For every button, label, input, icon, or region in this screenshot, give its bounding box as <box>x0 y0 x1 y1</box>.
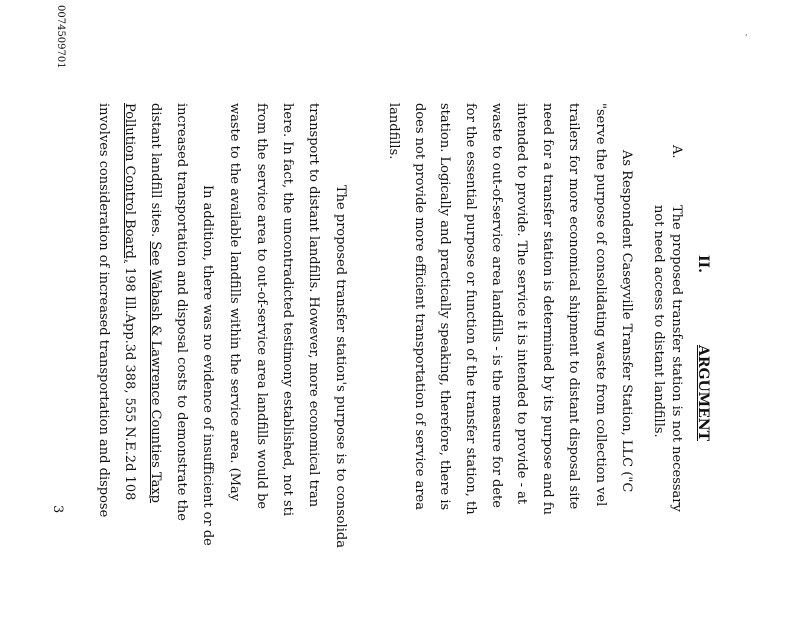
subheading-letter: A. <box>669 145 684 159</box>
para1-line: waste to out-of-service area landfills - is the measure for dete <box>489 103 504 508</box>
para2-line: here. In fact, the uncontradicted testimony established, not sti <box>280 103 295 517</box>
para1-line: As Respondent Caseyville Transfer Station, LLC ("C <box>619 150 634 493</box>
para1-line: station. Logically and practically speaking, therefore, there is <box>437 103 452 511</box>
para2-line: waste to the available landfills within the service area. (May <box>227 103 242 502</box>
para1-line: trailers for more economical shipment to distant disposal site <box>566 103 581 510</box>
para1-line: need for a transfer station is determined by its purpose and fu <box>540 103 555 515</box>
subheading-line-1: The proposed transfer station is not necessary <box>669 205 684 512</box>
para2-line: transport to distant landfills. However, more economical tran <box>306 103 321 508</box>
section-numeral: II. <box>695 255 711 273</box>
para1-line: does not provide more efficient transportation of service area <box>412 103 427 511</box>
para2-line: from the service area to out-of-service area landfills would be <box>254 103 269 510</box>
see-signal: See <box>148 241 163 266</box>
page-number: 3 <box>50 505 65 514</box>
document-code: 0074509701 <box>55 5 66 69</box>
para3-line: increased transportation and disposal costs to demonstrate the <box>174 103 189 521</box>
para3-text: distant landfill sites. <box>148 103 163 242</box>
para2-line: The proposed transfer station's purpose is to consolida <box>333 185 348 548</box>
reporter-citation: 198 Ill.App.3d 388, 555 N.E.2d 108 <box>122 262 137 501</box>
corner-mark: , <box>745 28 748 37</box>
para3-line <box>123 103 136 500</box>
para1-line: "serve the purpose of consolidating waste from collection vel <box>593 103 608 507</box>
para1-line: landfills. <box>386 103 401 160</box>
para3-line: involves consideration of increased transportation and dispose <box>96 103 111 518</box>
para3-line <box>149 103 162 503</box>
section-title: ARGUMENT <box>695 345 711 442</box>
case-citation: Pollution Control Board, <box>122 103 137 263</box>
para1-line: intended to provide. The service it is intended to provide - at <box>514 103 529 505</box>
para1-line: for the essential purpose or function of the transfer station, th <box>463 103 478 515</box>
subheading-line-2: not need access to distant landfills. <box>651 205 666 438</box>
case-citation: Wabash & Lawrence Counties Taxp <box>148 269 163 503</box>
para3-line: In addition, there was no evidence of insufficient or de <box>200 185 215 546</box>
